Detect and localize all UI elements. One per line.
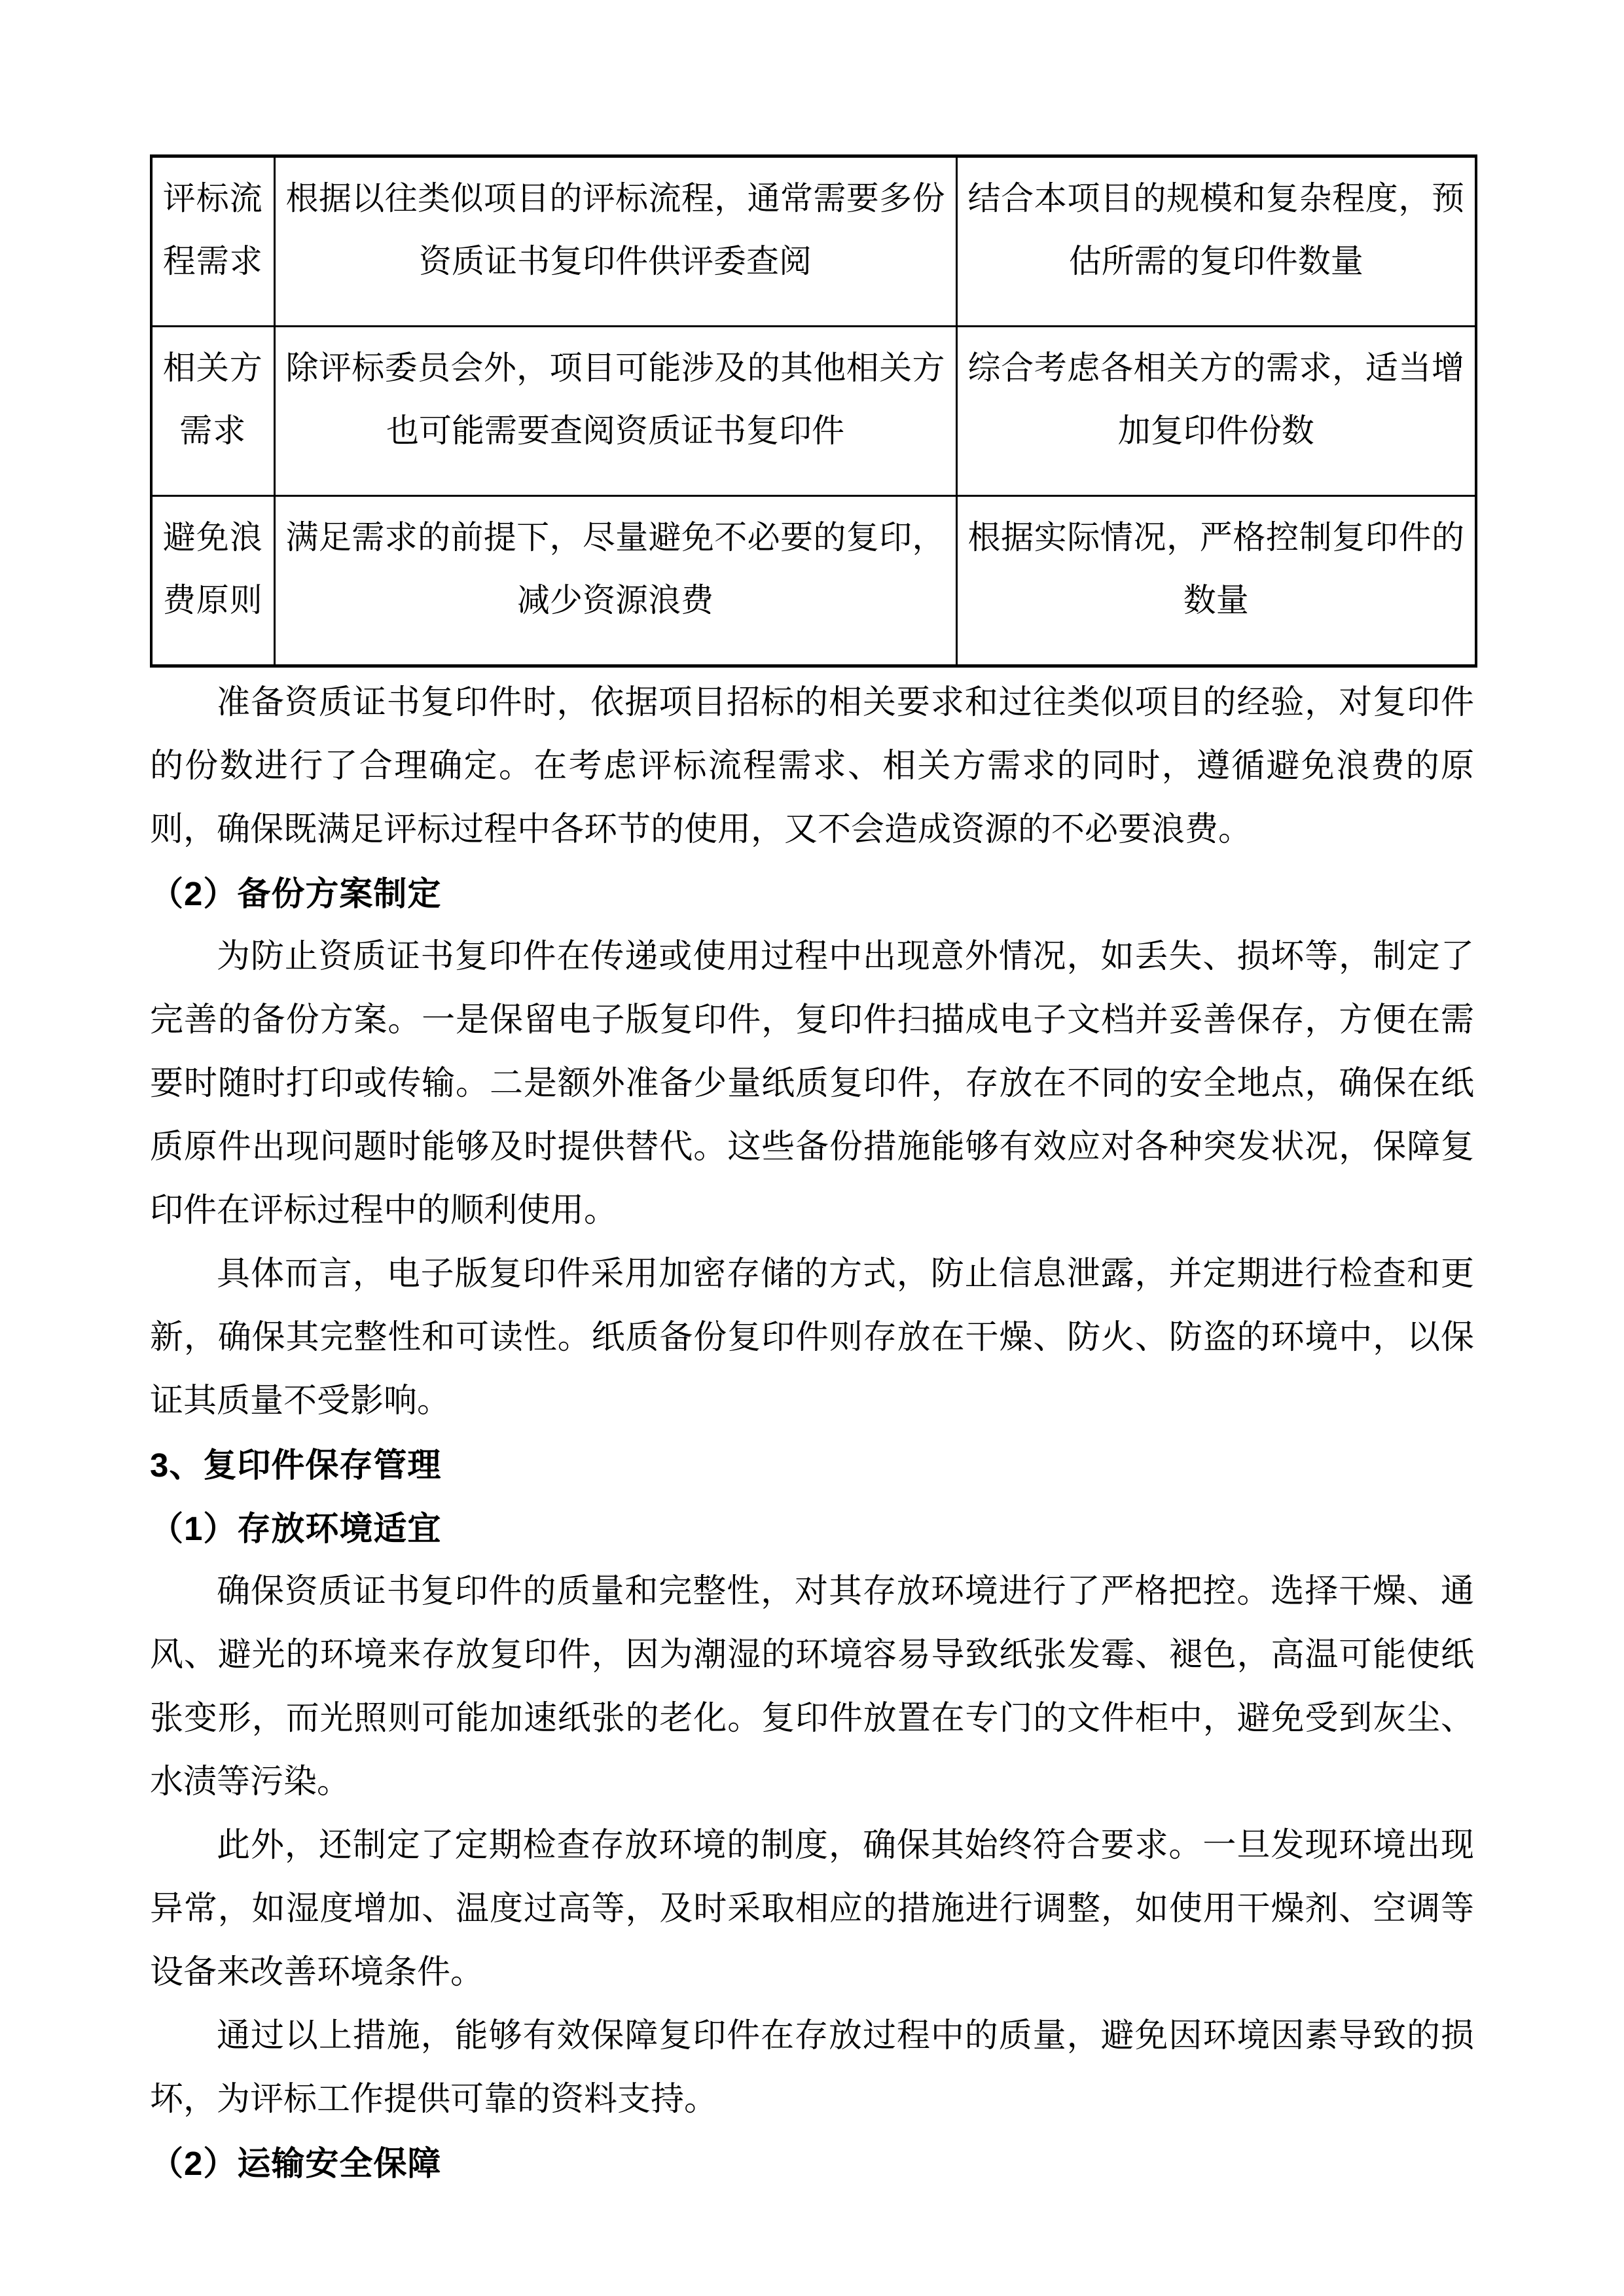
paragraph-measures-summary: 通过以上措施，能够有效保障复印件在存放过程中的质量，避免因环境因素导致的损坏，为评标工作提供可靠的资料支持。 [150, 2018, 1474, 2118]
heading-transport-safety: （2）运输安全保障 [150, 2145, 442, 2182]
table-row [151, 156, 1476, 327]
table-row [151, 327, 1476, 496]
table-cell-measure: 根据实际情况，严格控制复印件的数量 [956, 496, 1476, 666]
table-cell-description: 根据以往类似项目的评标流程，通常需要多份资质证书复印件供评委查阅 [274, 156, 956, 327]
paragraph-backup-plan-detail: 为防止资质证书复印件在传递或使用过程中出现意外情况，如丢失、损坏等，制定了完善的备份方案。一是保留电子版复印件，复印件扫描成电子文档并妥善保存，方便在需要时随时打印或传输。二是额外准备少量纸质复印件，存放在不同的安全地点，确保在纸质原件出现问题时能够及时提供替代。这些备份措施能够有效应对各种突发状况，保障复印件在评标过程中的顺利使用。 [150, 939, 1474, 1229]
paragraph-periodic-inspection: 此外，还制定了定期检查存放环境的制度，确保其始终符合要求。一旦发现环境出现异常，如湿度增加、温度过高等，及时采取相应的措施进行调整，如使用干燥剂、空调等设备来改善环境条件。 [150, 1827, 1474, 1991]
heading-storage-environment: （1）存放环境适宜 [150, 1510, 442, 1547]
heading-copy-storage-management: 3、复印件保存管理 [150, 1446, 442, 1484]
requirements-table [150, 154, 1477, 668]
paragraph-backup-storage-specifics: 具体而言，电子版复印件采用加密存储的方式，防止信息泄露，并定期进行检查和更新，确保其完整性和可读性。纸质备份复印件则存放在干燥、防火、防盗的环境中，以保证其质量不受影响。 [150, 1256, 1474, 1420]
heading-backup-plan: （2）备份方案制定 [150, 875, 442, 912]
requirements-table-body [151, 156, 1476, 666]
table-cell-label: 避免浪费原则 [151, 496, 274, 666]
table-cell-measure: 结合本项目的规模和复杂程度，预估所需的复印件数量 [956, 156, 1476, 327]
paragraph-copy-count-determination: 准备资质证书复印件时，依据项目招标的相关要求和过往类似项目的经验，对复印件的份数进行了合理确定。在考虑评标流程需求、相关方需求的同时，遵循避免浪费的原则，确保既满足评标过程中各环节的使用，又不会造成资源的不必要浪费。 [150, 685, 1474, 848]
table-cell-label: 评标流程需求 [151, 156, 274, 327]
table-cell-label: 相关方需求 [151, 327, 274, 496]
table-cell-description: 除评标委员会外，项目可能涉及的其他相关方也可能需要查阅资质证书复印件 [274, 327, 956, 496]
table-cell-measure: 综合考虑各相关方的需求，适当增加复印件份数 [956, 327, 1476, 496]
table-row [151, 496, 1476, 666]
table-cell-description: 满足需求的前提下，尽量避免不必要的复印，减少资源浪费 [274, 496, 956, 666]
paragraph-storage-environment-detail: 确保资质证书复印件的质量和完整性，对其存放环境进行了严格把控。选择干燥、通风、避光的环境来存放复印件，因为潮湿的环境容易导致纸张发霉、褪色，高温可能使纸张变形，而光照则可能加速纸张的老化。复印件放置在专门的文件柜中，避免受到灰尘、水渍等污染。 [150, 1573, 1474, 1801]
